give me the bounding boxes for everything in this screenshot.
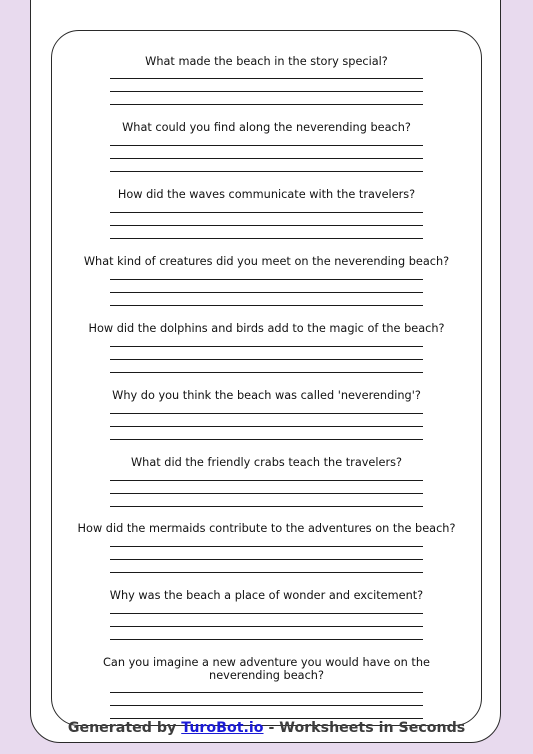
answer-line (110, 372, 423, 373)
question-text: What kind of creatures did you meet on the neverending beach? (83, 255, 450, 268)
answer-line (110, 238, 423, 239)
question-text: How did the dolphins and birds add to the magic of the beach? (88, 322, 445, 335)
answer-line (110, 359, 423, 360)
question-item (70, 389, 463, 402)
answer-line (110, 305, 423, 306)
answer-line (110, 279, 423, 280)
question-list (67, 0, 463, 754)
question-text: Why do you think the beach was called 'neverending'? (112, 389, 421, 402)
answer-line (110, 506, 423, 507)
question-text: What could you find along the neverending beach? (122, 121, 411, 134)
answer-line (110, 480, 423, 481)
question-text: How did the mermaids contribute to the adventures on the beach? (77, 522, 456, 535)
question-text: What made the beach in the story special? (145, 55, 388, 68)
footer-suffix: - Worksheets in Seconds (263, 720, 466, 736)
answer-line (110, 171, 423, 172)
question-text: Can you imagine a new adventure you would have on the neverending beach? (103, 656, 430, 682)
answer-line (110, 613, 423, 614)
answer-line (110, 426, 423, 427)
answer-line (110, 104, 423, 105)
question-item (70, 589, 463, 602)
answer-line (110, 439, 423, 440)
turobot-link[interactable]: TuroBot.io (181, 720, 264, 736)
answer-line (110, 225, 423, 226)
answer-line (110, 145, 423, 146)
answer-line (110, 572, 423, 573)
question-item (70, 55, 463, 68)
answer-line (110, 346, 423, 347)
question-item (70, 522, 463, 535)
answer-line (110, 493, 423, 494)
question-item (70, 255, 463, 268)
question-item (70, 322, 463, 335)
answer-line (110, 692, 423, 693)
answer-line (110, 212, 423, 213)
question-item (70, 188, 463, 201)
question-text: What did the friendly crabs teach the travelers? (131, 456, 402, 469)
question-item (70, 656, 463, 682)
answer-line (110, 626, 423, 627)
answer-line (110, 639, 423, 640)
question-item (70, 456, 463, 469)
answer-line (110, 559, 423, 560)
footer-prefix: Generated by (67, 720, 182, 736)
answer-line (110, 158, 423, 159)
answer-line (110, 292, 423, 293)
answer-line (110, 546, 423, 547)
answer-line (110, 91, 423, 92)
answer-line (110, 705, 423, 706)
answer-line (110, 78, 423, 79)
question-text: Why was the beach a place of wonder and excitement? (109, 589, 424, 602)
question-text: How did the waves communicate with the travelers? (117, 188, 416, 201)
question-item (70, 121, 463, 134)
answer-line (110, 413, 423, 414)
footer-credit (0, 719, 533, 737)
